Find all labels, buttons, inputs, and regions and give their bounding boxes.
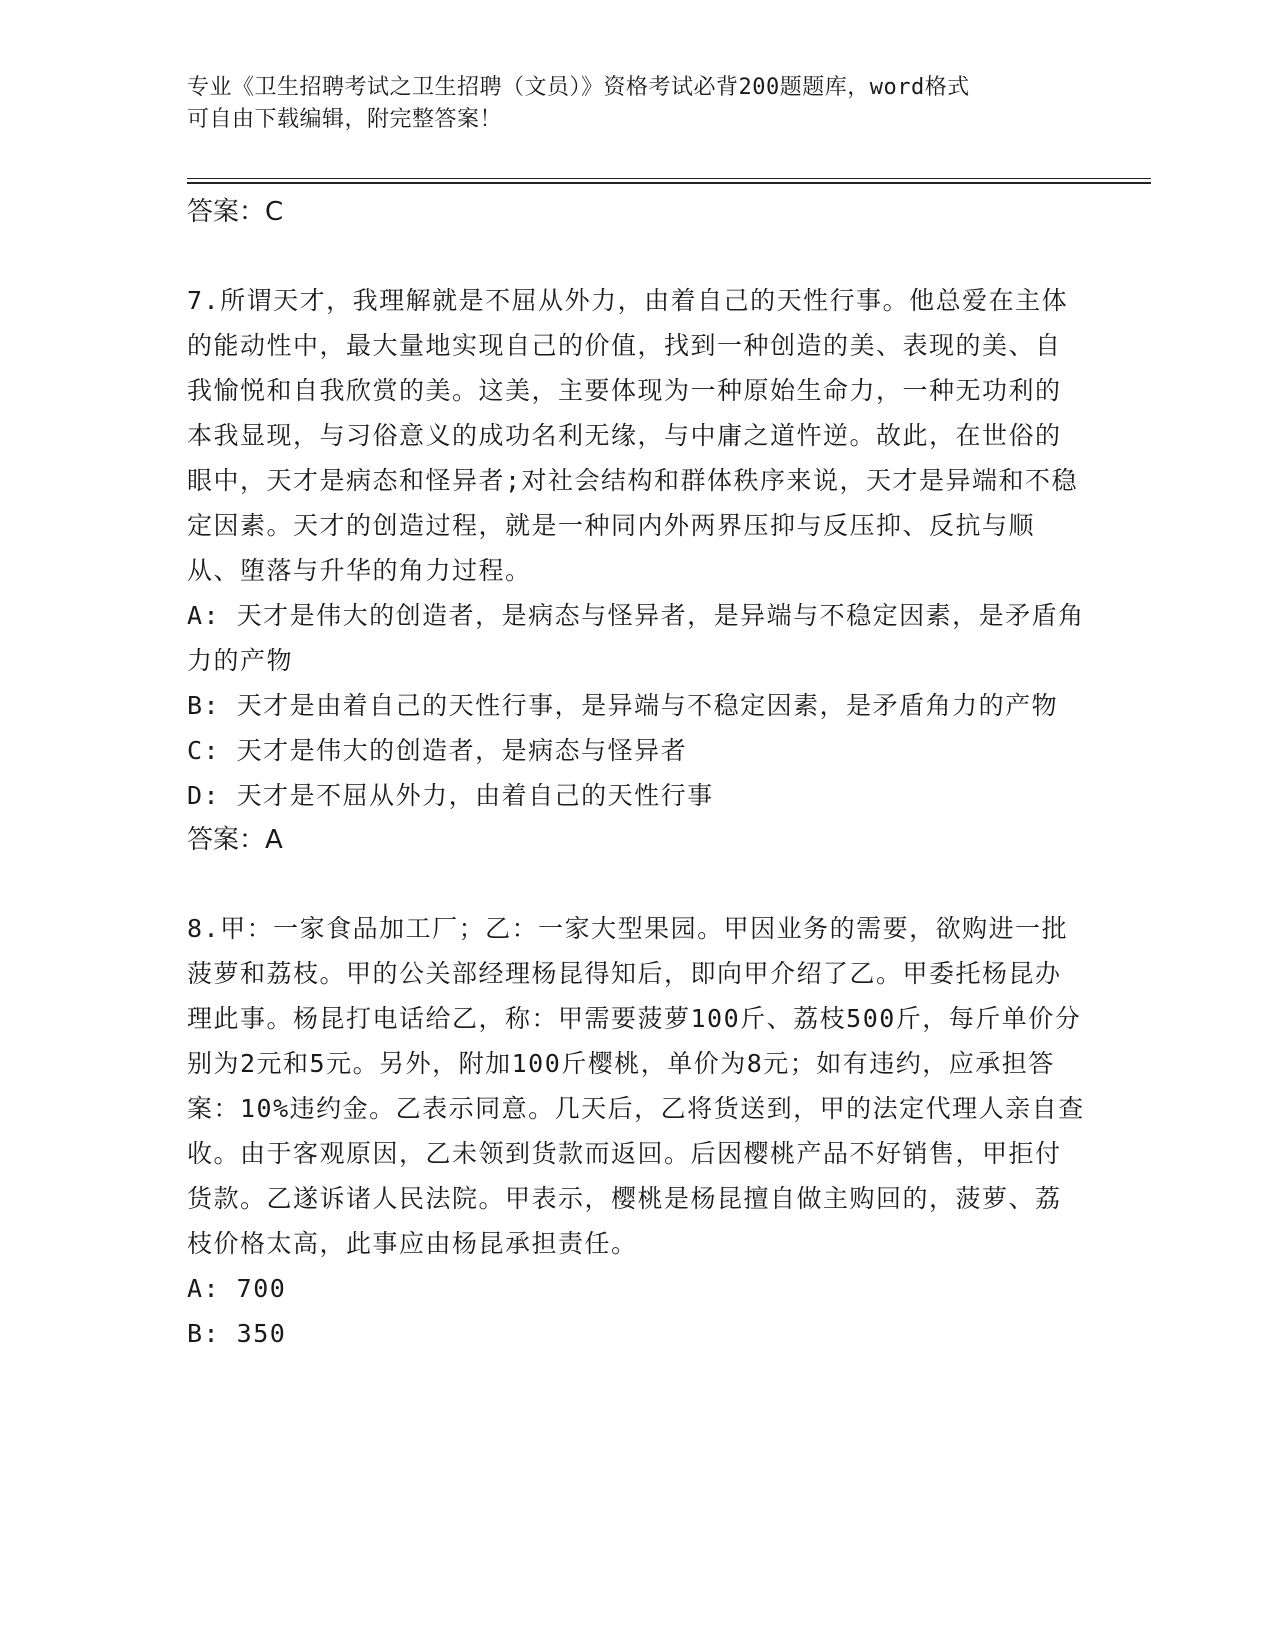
option-a: A: 700 [187, 1274, 287, 1303]
answer-q6: 答案：C [187, 197, 284, 227]
header-line-2: 可自由下载编辑，附完整答案！ [187, 107, 503, 132]
answer-q7: 答案：A [187, 825, 283, 855]
question-stem: 7.所谓天才，我理解就是不屈从外力，由着自己的天性行事。他总爱在主体的能动性中，最大量地实现自己的价值，找到一种创造的美、表现的美、自我愉悦和自我欣赏的美。这美，主要体现为一种原始生命力，一种无功利的本我显现，与习俗意义的成功名利无缘，与中庸之道忤逆。故此，在世俗的眼中，天才是病态和怪异者;对社会结构和群体秩序来说，天才是异端和不稳定因素。天才的创造过程，就是一种同内外两界压抑与反压抑、反抗与顺从、堕落与升华的角力过程。 [187, 286, 1079, 585]
document-body [187, 190, 1087, 1356]
header-line-1: 专业《卫生招聘考试之卫生招聘（文员）》资格考试必背200题题库，word格式 [187, 75, 970, 100]
question-stem: 8.甲：一家食品加工厂；乙：一家大型果园。甲因业务的需要，欲购进一批菠萝和荔枝。甲的公关部经理杨昆得知后，即向甲介绍了乙。甲委托杨昆办理此事。杨昆打电话给乙，称：甲需要菠萝100斤、荔枝500斤，每斤单价分别为2元和5元。另外，附加100斤樱桃，单价为8元；如有违约，应承担答案：10%违约金。乙表示同意。几天后，乙将货送到，甲的法定代理人亲自查收。由于客观原因，乙未领到货款而返回。后因樱桃产品不好销售，甲拒付货款。乙遂诉诸人民法院。甲表示，樱桃是杨昆擅自做主购回的，菠萝、荔枝价格太高，此事应由杨昆承担责任。 [187, 914, 1085, 1258]
option-b: B: 天才是由着自己的天性行事，是异端与不稳定因素，是矛盾角力的产物 [187, 691, 1059, 720]
header-divider-thick [187, 182, 1151, 184]
question-7 [187, 278, 1087, 862]
document-header [187, 72, 1067, 136]
option-a: A: 天才是伟大的创造者，是病态与怪异者，是异端与不稳定因素，是矛盾角力的产物 [187, 601, 1085, 675]
option-b: B: 350 [187, 1319, 287, 1348]
question-8 [187, 906, 1087, 1356]
option-d: D: 天才是不屈从外力，由着自己的天性行事 [187, 781, 714, 810]
option-c: C: 天才是伟大的创造者，是病态与怪异者 [187, 736, 688, 765]
header-divider-thin [187, 178, 1151, 179]
